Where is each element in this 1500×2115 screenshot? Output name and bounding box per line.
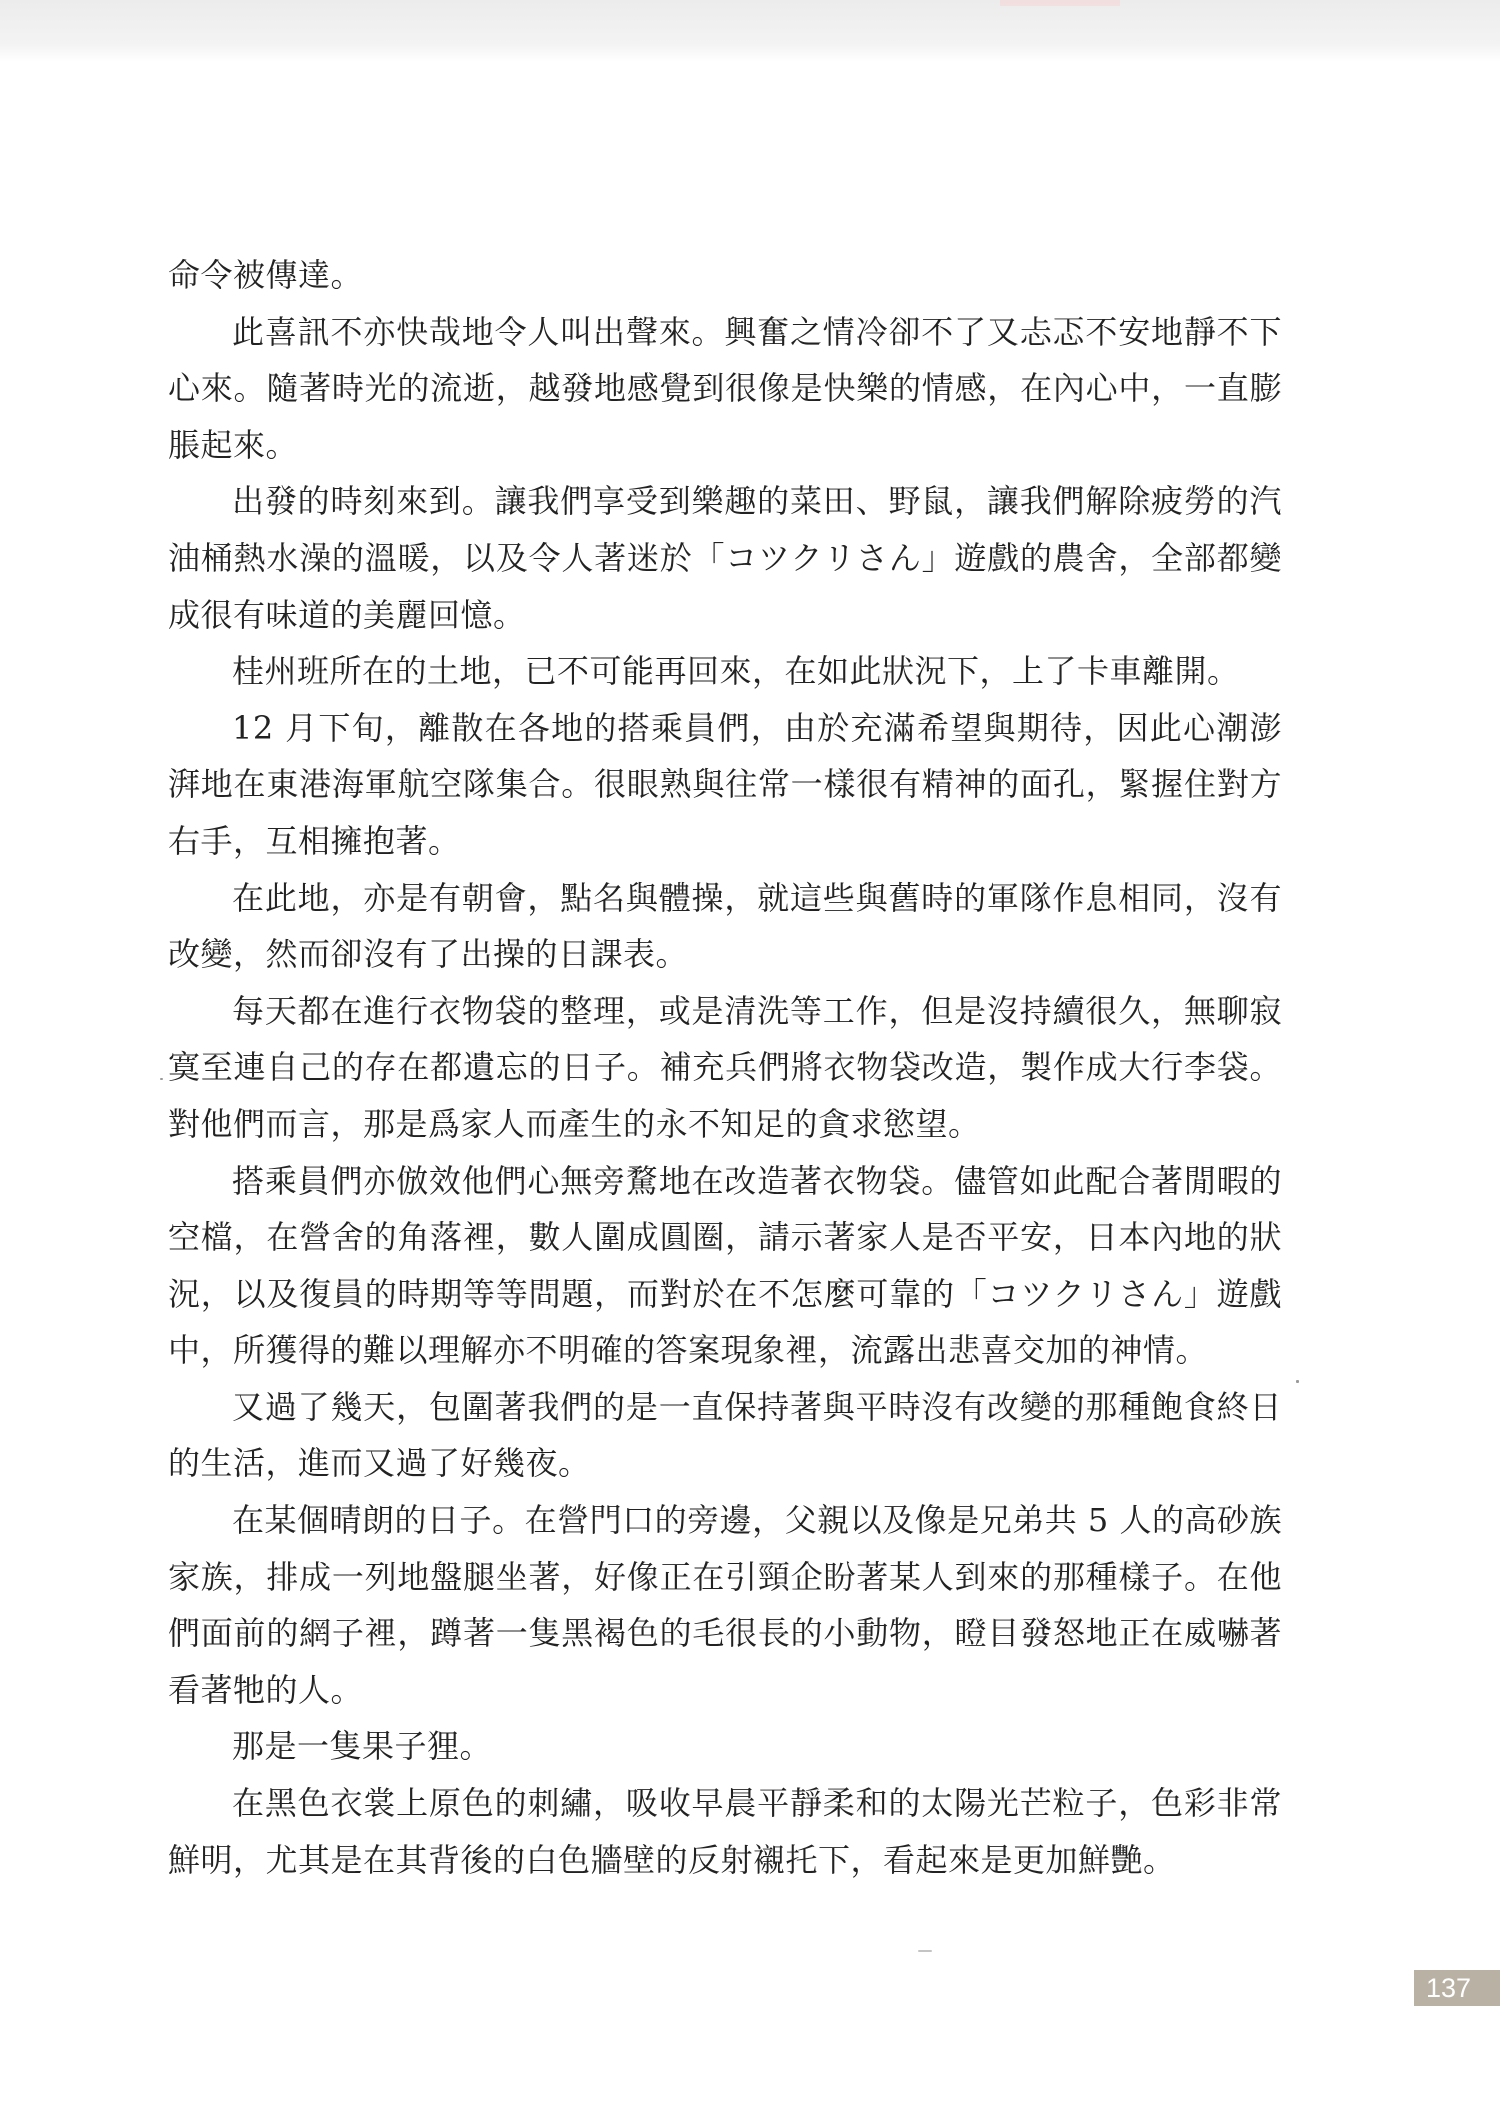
- paragraph: 那是一隻果子狸。: [232, 1727, 493, 1766]
- page-body: [168, 247, 1282, 1888]
- paragraph: 此喜訊不亦快哉地令人叫出聲來。興奮之情冷卻不了又忐忑不安地靜不下心來。隨著時光的流逝，越發地感覺到很像是快樂的情感，在內心中，一直膨脹起來。: [168, 312, 1282, 464]
- paragraph: 出發的時刻來到。讓我們享受到樂趣的菜田、野鼠，讓我們解除疲勞的汽油桶熱水澡的溫暖，以及令人著迷於「コツクリさん」遊戲的農舍，全部都變成很有味道的美麗回憶。: [168, 482, 1282, 634]
- paragraph: 在此地，亦是有朝會，點名與體操，就這些與舊時的軍隊作息相同，沒有改變，然而卻沒有了出操的日課表。: [168, 878, 1282, 974]
- paragraph: 又過了幾天，包圍著我們的是一直保持著與平時沒有改變的那種飽食終日的生活，進而又過了好幾夜。: [168, 1387, 1282, 1483]
- paragraph: 每天都在進行衣物袋的整理，或是清洗等工作，但是沒持續很久，無聊寂寞至連自己的存在都遺忘的日子。補充兵們將衣物袋改造，製作成大行李袋。對他們而言，那是爲家人而產生的永不知足的貪求慾望。: [168, 991, 1282, 1143]
- paragraph: 命令被傳達。: [168, 256, 364, 294]
- scan-top-mark: [1000, 0, 1120, 6]
- scan-speck: [918, 1950, 932, 1952]
- scan-speck: [1296, 1380, 1299, 1383]
- paragraph: 在黑色衣裳上原色的刺繡，吸收早晨平靜柔和的太陽光芒粒子，色彩非常鮮明，尤其是在其背後的白色牆壁的反射襯托下，看起來是更加鮮艷。: [168, 1784, 1282, 1879]
- paragraph: 桂州班所在的土地，已不可能再回來，在如此狀況下，上了卡車離開。: [232, 652, 1240, 691]
- scan-top-shadow: [0, 0, 1500, 62]
- page-number: 137: [1414, 1970, 1500, 2006]
- paragraph: 搭乘員們亦倣效他們心無旁騖地在改造著衣物袋。儘管如此配合著閒暇的空檔，在營舍的角落裡，數人圍成圓圈，請示著家人是否平安，日本內地的狀況，以及復員的時期等等問題，而對於在不怎麼可靠的「コツクリさん」遊戲中，所獲得的難以理解亦不明確的答案現象裡，流露出悲喜交加的神情。: [168, 1161, 1282, 1370]
- scan-speck: [160, 1078, 163, 1080]
- paragraph: 12 月下旬，離散在各地的搭乘員們，由於充滿希望與期待，因此心潮澎湃地在東港海軍航空隊集合。很眼熟與往常一樣很有精神的面孔，緊握住對方右手，互相擁抱著。: [168, 708, 1282, 860]
- paragraph: 在某個晴朗的日子。在營門口的旁邊，父親以及像是兄弟共 5 人的高砂族家族，排成一列地盤腿坐著，好像正在引頸企盼著某人到來的那種樣子。在他們面前的網子裡，蹲著一隻黑褐色的毛很長的小動物，瞪目發怒地正在威嚇著看著牠的人。: [168, 1501, 1282, 1709]
